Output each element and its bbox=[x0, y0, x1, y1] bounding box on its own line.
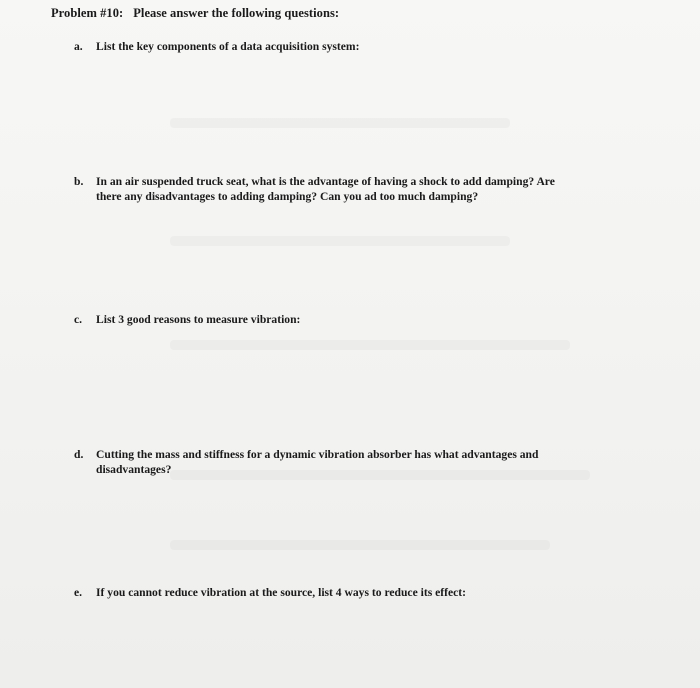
question-letter: b. bbox=[74, 175, 84, 188]
problem-number: Problem #10: bbox=[51, 6, 124, 20]
question-a bbox=[74, 39, 644, 54]
faint-bleedthrough-text bbox=[170, 540, 550, 550]
question-d bbox=[74, 447, 644, 477]
question-letter: e. bbox=[74, 586, 83, 599]
problem-heading bbox=[51, 6, 339, 21]
faint-bleedthrough-text bbox=[170, 340, 570, 350]
question-text: List the key components of a data acquisition system: bbox=[96, 40, 360, 53]
question-text: If you cannot reduce vibration at the source, list 4 ways to reduce its effect: bbox=[96, 586, 466, 599]
question-e bbox=[74, 585, 644, 600]
question-letter: d. bbox=[74, 448, 84, 461]
question-letter: a. bbox=[74, 40, 83, 53]
question-b bbox=[74, 174, 644, 204]
question-text-continued: disadvantages? bbox=[96, 463, 172, 476]
question-letter: c. bbox=[74, 313, 83, 326]
faint-bleedthrough-text bbox=[170, 236, 510, 246]
question-text: In an air suspended truck seat, what is the advantage of having a shock to add damping? Are bbox=[96, 175, 555, 188]
problem-instruction: Please answer the following questions: bbox=[133, 6, 340, 20]
question-text-continued: there any disadvantages to adding damping? Can you ad too much damping? bbox=[96, 190, 479, 203]
question-text: Cutting the mass and stiffness for a dynamic vibration absorber has what advantages and bbox=[96, 448, 539, 461]
question-text: List 3 good reasons to measure vibration: bbox=[96, 313, 301, 326]
question-c bbox=[74, 312, 644, 327]
faint-bleedthrough-text bbox=[170, 118, 510, 128]
